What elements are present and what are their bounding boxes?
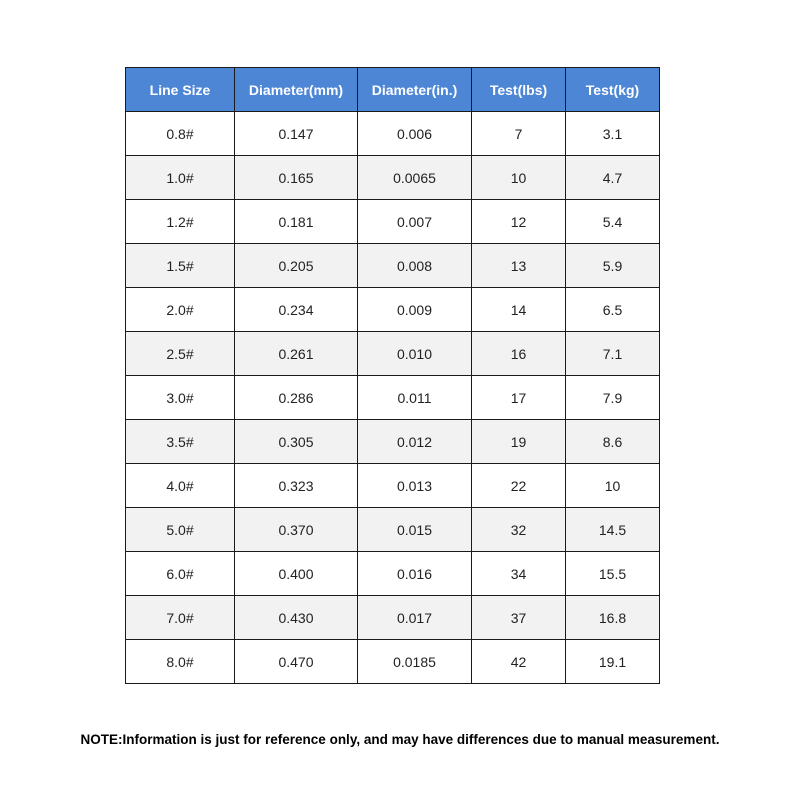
test-lbs-cell: 7 [472, 112, 566, 156]
diameter-in-cell: 0.008 [358, 244, 472, 288]
test-lbs-cell: 10 [472, 156, 566, 200]
diameter-in-cell: 0.010 [358, 332, 472, 376]
test-lbs-cell: 22 [472, 464, 566, 508]
diameter-in-cell: 0.006 [358, 112, 472, 156]
diameter-in-cell: 0.007 [358, 200, 472, 244]
test-kg-cell: 5.9 [566, 244, 660, 288]
test-kg-cell: 16.8 [566, 596, 660, 640]
table-row [126, 288, 660, 332]
test-lbs-cell: 37 [472, 596, 566, 640]
header-line-size: Line Size [126, 68, 235, 112]
test-kg-cell: 15.5 [566, 552, 660, 596]
table-row [126, 552, 660, 596]
diameter-in-cell: 0.016 [358, 552, 472, 596]
table-row [126, 156, 660, 200]
test-kg-cell: 7.9 [566, 376, 660, 420]
table-body [126, 112, 660, 684]
diameter-mm-cell: 0.323 [235, 464, 358, 508]
test-kg-cell: 4.7 [566, 156, 660, 200]
diameter-in-cell: 0.0065 [358, 156, 472, 200]
header-diameter-in: Diameter(in.) [358, 68, 472, 112]
test-lbs-cell: 17 [472, 376, 566, 420]
test-kg-cell: 6.5 [566, 288, 660, 332]
line-size-cell: 3.0# [126, 376, 235, 420]
table-row [126, 244, 660, 288]
table-row [126, 508, 660, 552]
line-size-cell: 8.0# [126, 640, 235, 684]
diameter-mm-cell: 0.286 [235, 376, 358, 420]
test-kg-cell: 8.6 [566, 420, 660, 464]
diameter-mm-cell: 0.261 [235, 332, 358, 376]
line-size-cell: 2.0# [126, 288, 235, 332]
test-kg-cell: 3.1 [566, 112, 660, 156]
table-row [126, 596, 660, 640]
line-size-cell: 5.0# [126, 508, 235, 552]
note-text: NOTE:Information is just for reference only, and may have differences due to manual measurement. [80, 732, 720, 747]
diameter-in-cell: 0.012 [358, 420, 472, 464]
test-lbs-cell: 14 [472, 288, 566, 332]
line-size-cell: 0.8# [126, 112, 235, 156]
test-kg-cell: 19.1 [566, 640, 660, 684]
diameter-mm-cell: 0.430 [235, 596, 358, 640]
table-row [126, 112, 660, 156]
diameter-mm-cell: 0.147 [235, 112, 358, 156]
table-row [126, 464, 660, 508]
line-size-cell: 4.0# [126, 464, 235, 508]
diameter-mm-cell: 0.305 [235, 420, 358, 464]
test-kg-cell: 5.4 [566, 200, 660, 244]
line-size-cell: 1.2# [126, 200, 235, 244]
test-lbs-cell: 32 [472, 508, 566, 552]
line-size-cell: 1.5# [126, 244, 235, 288]
test-lbs-cell: 42 [472, 640, 566, 684]
diameter-mm-cell: 0.205 [235, 244, 358, 288]
diameter-mm-cell: 0.370 [235, 508, 358, 552]
diameter-in-cell: 0.013 [358, 464, 472, 508]
test-kg-cell: 7.1 [566, 332, 660, 376]
table-row [126, 376, 660, 420]
line-size-cell: 2.5# [126, 332, 235, 376]
diameter-mm-cell: 0.470 [235, 640, 358, 684]
diameter-mm-cell: 0.181 [235, 200, 358, 244]
header-diameter-mm: Diameter(mm) [235, 68, 358, 112]
line-size-cell: 6.0# [126, 552, 235, 596]
table-row [126, 640, 660, 684]
diameter-in-cell: 0.015 [358, 508, 472, 552]
diameter-mm-cell: 0.234 [235, 288, 358, 332]
test-lbs-cell: 12 [472, 200, 566, 244]
table-row [126, 200, 660, 244]
diameter-in-cell: 0.011 [358, 376, 472, 420]
diameter-mm-cell: 0.400 [235, 552, 358, 596]
header-test-lbs: Test(lbs) [472, 68, 566, 112]
test-kg-cell: 10 [566, 464, 660, 508]
diameter-in-cell: 0.017 [358, 596, 472, 640]
test-lbs-cell: 13 [472, 244, 566, 288]
line-size-cell: 1.0# [126, 156, 235, 200]
header-test-kg: Test(kg) [566, 68, 660, 112]
diameter-mm-cell: 0.165 [235, 156, 358, 200]
line-size-cell: 7.0# [126, 596, 235, 640]
table-row [126, 420, 660, 464]
test-lbs-cell: 16 [472, 332, 566, 376]
header-row [126, 68, 660, 112]
test-kg-cell: 14.5 [566, 508, 660, 552]
test-lbs-cell: 19 [472, 420, 566, 464]
table-header [126, 68, 660, 112]
diameter-in-cell: 0.009 [358, 288, 472, 332]
table-row [126, 332, 660, 376]
diameter-in-cell: 0.0185 [358, 640, 472, 684]
test-lbs-cell: 34 [472, 552, 566, 596]
line-spec-table [125, 67, 660, 684]
line-size-cell: 3.5# [126, 420, 235, 464]
